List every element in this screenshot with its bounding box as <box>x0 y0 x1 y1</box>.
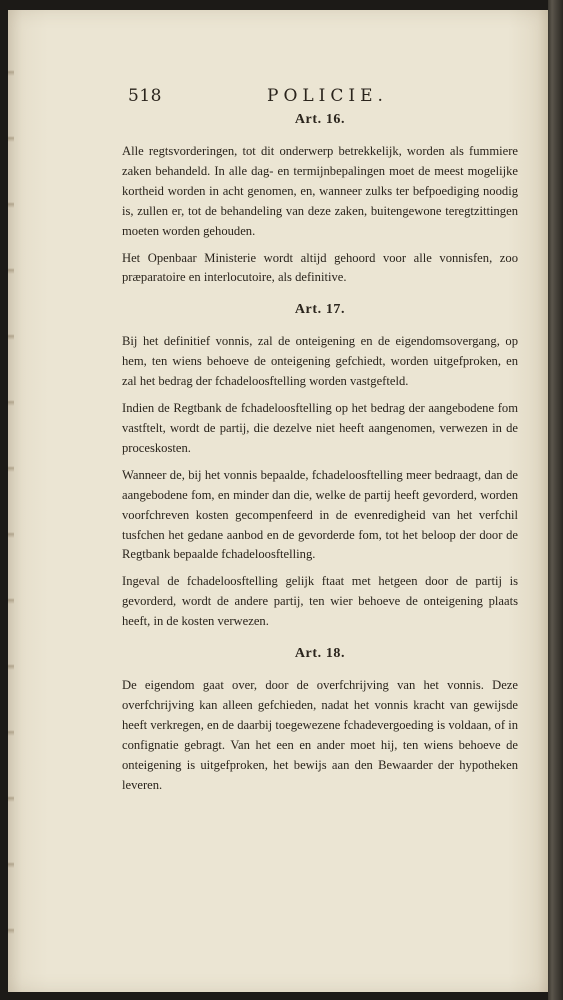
article-16 <box>122 112 518 288</box>
article-paragraph: Het Openbaar Ministerie wordt altijd gehoord voor alle vonnisfen, zoo præparatoire en interlocutoire, als definitive. <box>122 250 518 285</box>
page-edge-shadow <box>548 0 563 1000</box>
article-paragraph: Bij het definitief vonnis, zal de onteigening en de eigendomsovergang, op hem, ten wiens behoeve de onteigening gefchiedt, worden uitgefproken, en zal het bedrag der fchadeloosftelling worden vastgefteld. <box>122 334 518 389</box>
article-paragraph: Wanneer de, bij het vonnis bepaalde, fchadeloosftelling meer bedraagt, dan de aangebodene fom, en minder dan die, welke de partij heeft gevorderd, worden voorfchreven kosten gecompenfeerd in de evenredigheid van het verfchil tusfchen het gedane aanbod en de gevorderde fom, tot het beloop der door de Regtbank bepaalde fchadeloosftelling. <box>122 467 518 562</box>
article-heading: Art. 16. <box>294 112 346 127</box>
binding-edge <box>8 10 14 992</box>
running-head <box>122 82 518 108</box>
article-paragraph: Indien de Regtbank de fchadeloosftelling op het bedrag der aangebodene fom vastftelt, wordt de partij, die dezelve niet heeft aangenomen, verwezen in de proceskosten. <box>122 401 518 455</box>
page-text <box>122 82 518 802</box>
page-number: 518 <box>128 86 162 106</box>
article-paragraph: Ingeval de fchadeloosftelling gelijk ftaat met hetgeen door de partij is gevorderd, wordt de andere partij, ten wier behoeve de onteigening plaats heeft, in de kosten verwezen. <box>122 574 518 629</box>
article-18 <box>122 646 518 795</box>
article-paragraph: De eigendom gaat over, door de overfchrijving van het vonnis. Deze overfchrijving kan alleen gefchieden, nadat het vonnis kracht van gewijsde heeft verkregen, en de daarbij toegewezene fchadevergoeding is voldaan, of in confignatie gebragt. Van het een en ander moet hij, ten wiens behoeve de onteigening is uitgefproken, het bewijs aan den Bewaarder der hypotheken leveren. <box>122 678 518 792</box>
article-heading: Art. 18. <box>294 646 346 662</box>
article-paragraph: Alle regtsvorderingen, tot dit onderwerp betrekkelijk, worden als fummiere zaken behandeld. In alle dag- en termijnbepalingen moet de meest mogelijke kortheid worden in acht genomen, en, wanneer zulks ter befpoediging noodig is, zullen er, tot de behandeling van deze zaken, buitengewone teregtzittingen moeten worden gehouden. <box>122 144 518 238</box>
article-heading: Art. 17. <box>294 302 346 318</box>
running-title: POLICIE. <box>267 86 388 106</box>
article-17 <box>122 302 518 632</box>
